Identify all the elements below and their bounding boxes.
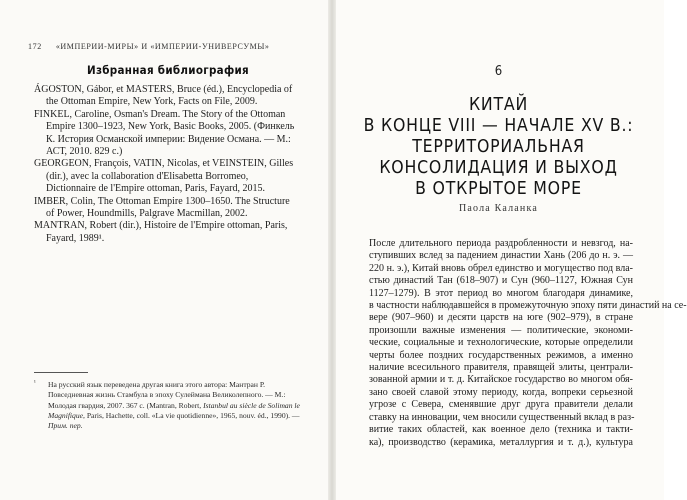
body-text-line: ческие, социальные и технологические, которые определили: [369, 337, 633, 349]
chapter-title-line: В КОНЦЕ VIII — НАЧАЛЕ XV В.:: [363, 116, 634, 136]
body-text-line: 1127–1279). В этот период во многом благодаря динамике,: [369, 287, 633, 299]
bibliography-list: [34, 84, 298, 245]
bibliography-heading: Избранная библиография: [87, 63, 249, 77]
chapter-title: [363, 95, 634, 200]
body-text-line: вере (907–960) и десяти царств на юге (902–979), в стране: [369, 312, 633, 324]
footnote-mark: ¹: [34, 380, 36, 386]
chapter-body-text: [369, 238, 687, 449]
bibliography-entry: ÁGOSTON, Gábor, et MASTERS, Bruce (éd.), Encyclopedia of the Ottoman Empire, New York, Facts on File, 2009.: [34, 84, 293, 108]
running-head: [28, 42, 308, 51]
footnote: [34, 380, 300, 431]
body-text-line: зованной армии и т. д. Китайское государство во многом обя-: [369, 374, 633, 386]
footnote-text-part: На русский язык переведена другая книга этого автора: Мантран Р. Повседневная жизнь Стамбула в эпоху Сулеймана Великолепного. — М.: Молодая гвардия, 2007. 367 с. (Mantran, Robert,: [48, 380, 286, 410]
bibliography-entry: IMBER, Colin, The Ottoman Empire 1300–1650. The Structure of Power, Houndmills, Palgrave Macmillan, 2002.: [34, 195, 290, 220]
bibliography-entry: GEORGEON, François, VATIN, Nicolas, et VEINSTEIN, Gilles (dir.), avec la collaboration d'Elisabetta Borromeo, Dictionnaire de l'Empire ottoman, Paris, Fayard, 2015.: [34, 158, 294, 195]
body-text-line: зано своей славой этому периоду, когда, вопреки серьезной: [369, 386, 633, 398]
body-text-line: 220 н. э.), Китай вновь обрел единство и могущество под вла-: [369, 262, 633, 274]
body-text-line: ставку на инновации, чем вносили существенный вклад в раз-: [369, 411, 635, 423]
bibliography-entry: MANTRAN, Robert (dir.), Histoire de l'Empire ottoman, Paris, Fayard, 1989¹.: [34, 220, 288, 244]
body-text-line: в частности наблюдавшейся в промежуточную эпоху пяти династий на се-: [369, 300, 687, 312]
chapter-title-line: КОНСОЛИДАЦИЯ И ВЫХОД: [379, 158, 618, 178]
body-text-line: произошли важные изменения — политические, экономи-: [369, 324, 633, 336]
footnote-text-part: , Paris, Hachette, coll. «La vie quotidienne», 1965, nouv. éd., 1990). —: [83, 410, 300, 420]
footnote-text: [34, 380, 300, 431]
chapter-number: 6: [494, 64, 503, 79]
body-text-line: стью династий Тан (618–907) и Сун (960–1127, Южная Сун: [369, 275, 633, 287]
footnote-rule: [34, 372, 88, 373]
chapter-title-line: В ОТКРЫТОЕ МОРЕ: [415, 179, 582, 199]
body-text-line: витие таких областей, как военное дело (техника и такти-: [369, 424, 633, 436]
chapter-author: Паола Каланка: [458, 203, 539, 214]
body-text-line: После длительного периода раздробленности и невзгод, на-: [369, 238, 633, 249]
body-text-line: угрозе с Севера, сменявшие друг друга правители делали: [369, 399, 633, 411]
body-text-line: ка), производство (керамика, металлургия и т. д.), культура: [369, 436, 633, 448]
page-number: 172: [28, 42, 42, 51]
running-head-title: «ИМПЕРИИ-МИРЫ» И «ИМПЕРИИ-УНИВЕРСУМЫ»: [55, 42, 270, 51]
body-text-line: ступивших вслед за падением династии Хань (206 до н. э. —: [369, 250, 633, 262]
chapter-title-line: КИТАЙ: [468, 95, 529, 115]
footnote-translator-note: Прим. пер.: [48, 421, 83, 431]
body-text-line: наличие всесильного правителя, правящей элиты, централи-: [369, 362, 633, 374]
chapter-title-line: ТЕРРИТОРИАЛЬНАЯ: [412, 137, 585, 157]
bibliography-entry: FINKEL, Caroline, Osman's Dream. The Story of the Ottoman Empire 1300–1923, New York, Basic Books, 2005. (Финкель К. История Османской империи: Видение Османа. — М.: АСТ, 2010. 829 с.): [34, 108, 295, 158]
footnote-italic-title: Istanbul au siècle de Soliman le Magnifique: [48, 400, 300, 420]
body-text-line: черты более поздних государственных режимов, а именно: [369, 349, 633, 361]
